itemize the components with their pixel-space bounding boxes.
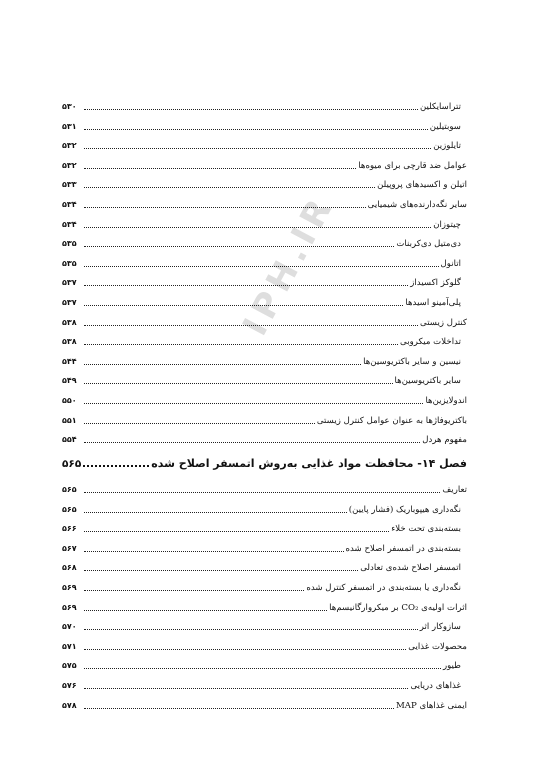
- toc-entry: [62, 556, 467, 574]
- dot-leader: [84, 667, 441, 669]
- toc-entry-title: تایلوزین: [433, 141, 461, 152]
- dot-leader: [84, 363, 361, 365]
- toc-entry: [62, 330, 467, 348]
- toc-entry: [62, 498, 467, 516]
- toc-entry-title: دی‌متیل دی‌کربنات: [396, 239, 461, 250]
- toc-entry-title: نیسین و سایر باکتریوسین‌ها: [363, 356, 461, 367]
- toc-entry: [62, 213, 467, 231]
- toc-entry-page: ۵۷۸: [62, 700, 77, 710]
- toc-entry-page: ۵۵۰: [62, 396, 77, 405]
- toc-entry: [62, 311, 467, 329]
- toc-entry-page: ۵۳۱: [62, 121, 77, 131]
- toc-entry: [62, 615, 467, 633]
- toc-entry-page: ۵۳۵: [62, 258, 77, 268]
- toc-entry-title: سایر نگه‌دارنده‌های شیمیایی: [367, 200, 467, 210]
- toc-entry-page: ۵۳۴: [62, 200, 77, 209]
- dot-leader: [83, 464, 149, 467]
- toc-entry-page: ۵۷۱: [62, 641, 77, 651]
- toc-entry-title: گلوکز اکسیداز: [410, 278, 461, 289]
- dot-leader: [84, 511, 347, 513]
- toc-entry: [62, 389, 467, 407]
- toc-entry-page: ۵۳۲: [62, 160, 77, 170]
- toc-entry-page: ۵۶۶: [62, 524, 77, 534]
- dot-leader: [84, 382, 393, 384]
- dot-leader: [84, 589, 304, 591]
- dot-leader: [84, 628, 418, 630]
- toc-entry: [62, 369, 467, 387]
- toc-entry-page: ۵۶۹: [62, 583, 77, 592]
- dot-leader: [84, 147, 431, 149]
- toc-entry: [62, 478, 467, 496]
- toc-entry: [62, 134, 467, 152]
- toc-entry-title: عوامل ضد قارچی برای میوه‌ها: [358, 160, 467, 171]
- dot-leader: [84, 609, 327, 611]
- toc-entry: [62, 428, 467, 446]
- toc-entry-title: اثرات اولیه‌ی CO₂ بر میکروارگانیسم‌ها: [329, 602, 467, 613]
- toc-entry: [62, 193, 467, 211]
- toc-entry-page: ۵۷۵: [62, 661, 77, 671]
- toc-entry-title: اندولایزین‌ها: [425, 396, 467, 406]
- toc-entry: [62, 232, 467, 250]
- chapter-title: فصل ۱۴- محافظت مواد غذایی به‌روش اتمسفر اصلاح شده: [151, 457, 467, 470]
- dot-leader: [84, 648, 406, 650]
- toc-entry-page: ۵۶۵: [62, 485, 77, 494]
- toc-entry-title: مفهوم هردل: [422, 435, 467, 446]
- toc-entry-page: ۵۴۴: [62, 356, 77, 366]
- toc-entry: [62, 654, 467, 672]
- dot-leader: [84, 324, 418, 326]
- dot-leader: [84, 550, 344, 552]
- watermark: IPH.IR: [235, 187, 343, 343]
- toc-entry-page: ۵۶۹: [62, 602, 77, 612]
- chapter-heading: [62, 457, 467, 470]
- toc-entry: [62, 350, 467, 368]
- toc-entry: [62, 517, 467, 535]
- dot-leader: [84, 128, 428, 130]
- toc-entry: [62, 576, 467, 594]
- toc-entry-title: سوبتیلین: [429, 121, 461, 132]
- toc-entry-title: سازوکار اثر: [419, 622, 461, 633]
- toc-entry-page: ۵۳۴: [62, 219, 77, 229]
- dot-leader: [84, 226, 431, 228]
- dot-leader: [84, 284, 408, 286]
- toc-entry-page: ۵۳۷: [62, 298, 77, 307]
- toc-entry-title: نگه‌داری هیپوباریک (فشار پایین): [348, 504, 461, 515]
- toc-entry: [62, 596, 467, 614]
- toc-entry-title: اتیلن و اکسیدهای پروپیلن: [377, 180, 467, 191]
- toc-entry: [62, 154, 467, 172]
- toc-entry-title: تداخلات میکروبی: [400, 337, 461, 348]
- dot-leader: [84, 491, 440, 493]
- toc-entry: [62, 173, 467, 191]
- toc-entry-title: بسته‌بندی تحت خلاء: [391, 524, 461, 535]
- toc-entry-page: ۵۶۸: [62, 563, 77, 573]
- dot-leader: [84, 167, 356, 169]
- dot-leader: [84, 569, 358, 571]
- dot-leader: [84, 441, 420, 443]
- toc-entry: [62, 694, 467, 712]
- dot-leader: [84, 265, 439, 267]
- toc-entry-page: ۵۳۷: [62, 278, 77, 288]
- dot-leader: [84, 186, 375, 188]
- toc-entry: [62, 291, 467, 309]
- toc-entry-page: ۵۴۹: [62, 376, 77, 386]
- toc-entry-page: ۵۳۵: [62, 239, 77, 249]
- toc-entry-page: ۵۶۷: [62, 543, 77, 553]
- toc-entry: [62, 271, 467, 289]
- toc-entry-title: تعاریف: [442, 485, 467, 495]
- toc-entry-title: پلی‌آمینو اسیدها: [405, 298, 461, 308]
- toc-entry: [62, 252, 467, 270]
- toc-entry-title: اتمسفر اصلاح شده‌ی تعادلی: [360, 563, 461, 574]
- toc-entry: [62, 635, 467, 653]
- toc-entry-page: ۵۷۶: [62, 681, 77, 690]
- dot-leader: [84, 707, 394, 709]
- toc-entry-page: ۵۵۴: [62, 435, 77, 445]
- toc-entry-page: ۵۳۳: [62, 180, 77, 190]
- toc-entry-page: ۵۵۱: [62, 415, 77, 425]
- toc-entry-page: ۵۳۲: [62, 141, 77, 151]
- dot-leader: [84, 206, 366, 208]
- toc-entry-title: نگه‌داری یا بسته‌بندی در اتمسفر کنترل شده: [306, 583, 461, 593]
- dot-leader: [84, 687, 408, 689]
- dot-leader: [84, 245, 394, 247]
- toc-entry: [62, 674, 467, 692]
- toc-entry: [62, 115, 467, 133]
- toc-entry-page: ۵۶۵: [62, 504, 77, 514]
- toc-entry-title: باکتریوفاژها به عنوان عوامل کنترل زیستی: [316, 415, 467, 426]
- toc-entry-title: تتراسایکلین: [419, 102, 461, 112]
- toc-entry-title: غذاهای دریایی: [410, 681, 461, 691]
- dot-leader: [84, 402, 423, 404]
- toc-entry-title: بسته‌بندی در اتمسفر اصلاح شده: [345, 543, 461, 554]
- chapter-page: ۵۶۵: [62, 458, 82, 470]
- dot-leader: [84, 422, 315, 424]
- toc-entry-title: ایمنی غذاهای MAP: [395, 700, 467, 711]
- dot-leader: [84, 108, 418, 110]
- toc-entry-title: اتانول: [440, 258, 461, 269]
- toc-entry-page: ۵۳۰: [62, 102, 77, 111]
- toc-entry-page: ۵۳۸: [62, 337, 77, 347]
- dot-leader: [84, 530, 389, 532]
- toc-entry: [62, 409, 467, 427]
- toc-entry-title: محصولات غذایی: [408, 641, 467, 652]
- toc-entry-page: ۵۷۰: [62, 622, 77, 632]
- toc-entry: [62, 537, 467, 555]
- toc-entry-title: کنترل زیستی: [420, 317, 467, 328]
- dot-leader: [84, 304, 403, 306]
- toc-entry-page: ۵۳۸: [62, 317, 77, 327]
- toc-entry-title: طیور: [442, 661, 461, 672]
- toc-entry-title: سایر باکتریوسین‌ها: [394, 376, 461, 387]
- toc-entry-title: چیتوزان: [433, 219, 461, 230]
- dot-leader: [84, 343, 398, 345]
- toc-entry: [62, 95, 467, 113]
